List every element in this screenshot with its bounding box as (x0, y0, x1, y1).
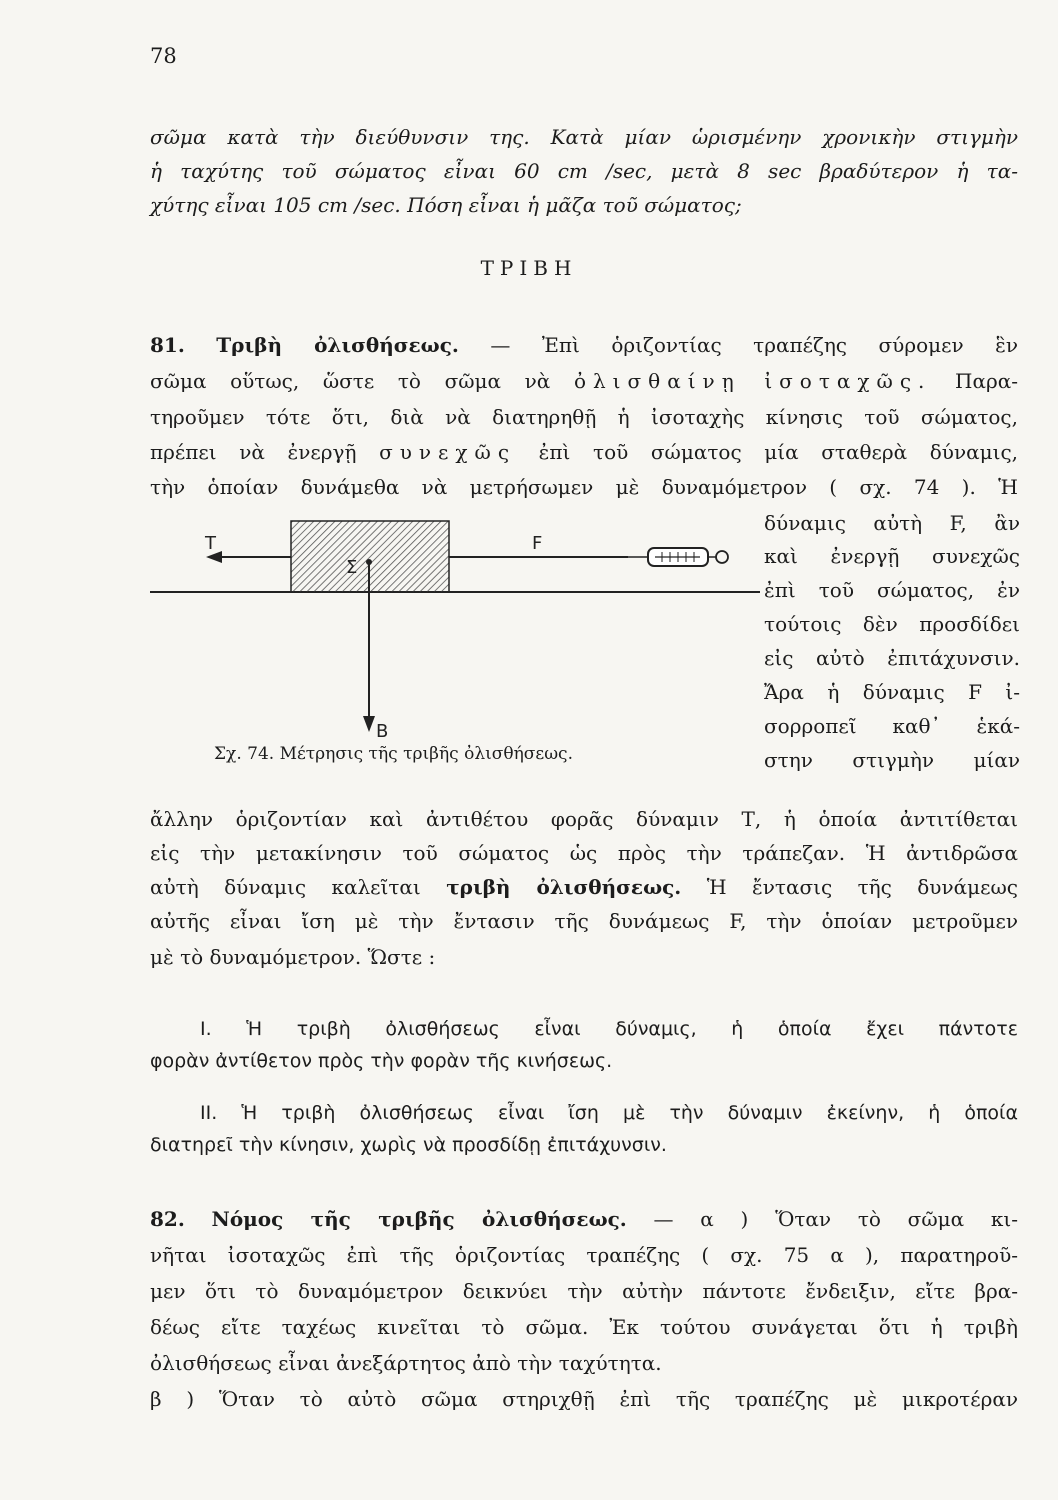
s82-number: 82. (150, 1207, 185, 1231)
center-of-mass-point (366, 559, 372, 565)
s81-line-2-a: σῶμα οὕτως, ὥστε τὸ σῶμα νὰ (150, 369, 551, 393)
right-col-line-4: τούτοις δὲν προσδίδει (764, 612, 1020, 636)
after-line-3-a: αὐτὴ δύναμις καλεῖται (150, 875, 421, 899)
s81-line-4-a: πρέπει νὰ ἐνεργῇ (150, 440, 357, 464)
s81-line-5: τὴν ὁποίαν δυνάμεθα νὰ μετρήσωμεν μὲ δυναμόμετρον ( σχ. 74 ). Ἡ (150, 475, 1018, 499)
label-F: F (532, 533, 543, 554)
spaced-word-olisthaine: ὀλισθαίνῃ (573, 369, 741, 393)
s82-line-1-text: — α ) Ὅταν τὸ σῶμα κι- (653, 1207, 1018, 1231)
s82-line-2: νῆται ἰσοταχῶς ἐπὶ τῆς ὁριζοντίας τραπέζης ( σχ. 75 α ), παρατηροῦ- (150, 1243, 1018, 1267)
label-Sigma: Σ (346, 557, 358, 578)
spaced-word-isotachos: ἰσοταχῶς. (764, 369, 932, 393)
intro-line-3: χύτης εἶναι 105 cm /sec. Πόση εἶναι ἡ μᾶζα τοῦ σώματος; (150, 193, 742, 217)
s82-line-1 (150, 1204, 1018, 1234)
after-line-1: ἄλλην ὁριζοντίαν καὶ ἀντιθέτου φορᾶς δύναμιν Τ, ἡ ὁποία ἀντιτίθεται (150, 807, 1018, 831)
s82-line-5: ὀλισθήσεως εἶναι ἀνεξάρτητος ἀπὸ τὴν ταχύτητα. (150, 1351, 662, 1375)
after-line-5: μὲ τὸ δυναμόμετρον. Ὥστε : (150, 945, 436, 969)
intro-line-1: σῶμα κατὰ τὴν διεύθυνσιν της. Κατὰ μίαν ὡρισμένην χρονικὴν στιγμὴν (150, 125, 1018, 149)
after-line-4: αὐτῆς εἶναι ἴση μὲ τὴν ἔντασιν τῆς δυνάμεως F, τὴν ὁποίαν μετροῦμεν (150, 909, 1018, 933)
s82-line-3: μεν ὅτι τὸ δυναμόμετρον δεικνύει τὴν αὐτὴν πάντοτε ἔνδειξιν, εἴτε βρα- (150, 1279, 1018, 1303)
right-col-line-5: εἰς αὐτὸ ἐπιτάχυνσιν. (764, 646, 1020, 670)
right-col-line-7: σορροπεῖ καθ᾽ ἑκά- (764, 714, 1020, 738)
s81-line-4-b: ἐπὶ τοῦ σώματος μία σταθερὰ δύναμις, (538, 440, 1019, 464)
s81-line-3: τηροῦμεν τότε ὅτι, διὰ νὰ διατηρηθῇ ἡ ἰσοταχὴς κίνησις τοῦ σώματος, (150, 405, 1018, 429)
rule-2-line-1: II. Ἡ τριβὴ ὀλισθήσεως εἶναι ἴση μὲ τὴν δύναμιν ἐκείνην, ἡ ὁποία (200, 1102, 1018, 1124)
after-line-2: εἰς τὴν μετακίνησιν τοῦ σώματος ὡς πρὸς τὴν τράπεζαν. Ἡ ἀντιδρῶσα (150, 841, 1018, 865)
s81-line-1-text: — Ἐπὶ ὁριζοντίας τραπέζης σύρομεν ἓν (490, 333, 1019, 357)
s81-line-2-b: Παρα- (955, 369, 1018, 393)
s81-number: 81. (150, 333, 185, 357)
rule-1-line-2: φορὰν ἀντίθετον πρὸς τὴν φορὰν τῆς κινήσεως. (150, 1050, 613, 1072)
right-col-line-2: καὶ ἐνεργῇ συνεχῶς (764, 544, 1020, 568)
spaced-word-synechos: συνεχῶς (379, 440, 517, 464)
right-col-line-1: δύναμις αὐτὴ F, ἂν (764, 511, 1020, 535)
intro-line-2: ἡ ταχύτης τοῦ σώματος εἶναι 60 cm /sec, μετὰ 8 sec βραδύτερον ἡ τα- (150, 159, 1018, 183)
label-B: B (376, 721, 389, 742)
weight-B-arrowhead (363, 716, 375, 732)
right-col-line-8: στην στιγμὴν μίαν (764, 748, 1020, 772)
page-number: 78 (150, 44, 177, 68)
s82-line-4: δέως εἴτε ταχέως κινεῖται τὸ σῶμα. Ἐκ τούτου συνάγεται ὅτι ἡ τριβὴ (150, 1315, 1018, 1339)
right-col-line-6: Ἄρα ἡ δύναμις F ἰ- (764, 680, 1020, 704)
rule-2-line-2: διατηρεῖ τὴν κίνησιν, χωρὶς νὰ προσδίδῃ ἐπιτάχυνσιν. (150, 1134, 667, 1156)
rule-1-line-1: I. Ἡ τριβὴ ὀλισθήσεως εἶναι δύναμις, ἡ ὁποία ἔχει πάντοτε (200, 1018, 1018, 1040)
after-line-3-b: Ἡ ἔντασις τῆς δυνάμεως (706, 875, 1018, 899)
after-line-3 (150, 872, 1018, 902)
s81-title: Τριβὴ ὀλισθήσεως. (216, 333, 459, 357)
section-heading: ΤΡΙΒΗ (480, 256, 578, 280)
figure-caption: Σχ. 74. Μέτρησις τῆς τριβῆς ὀλισθήσεως. (214, 744, 573, 764)
right-col-line-3: ἐπὶ τοῦ σώματος, ἐν (764, 578, 1020, 602)
term-friction: τριβὴ ὀλισθήσεως. (446, 875, 682, 899)
s82-title: Νόμος τῆς τριβῆς ὀλισθήσεως. (211, 1207, 627, 1231)
dynamometer-icon (628, 548, 728, 566)
s82-line-6: β ) Ὅταν τὸ αὐτὸ σῶμα στηριχθῇ ἐπὶ τῆς τραπέζης μὲ μικροτέραν (150, 1387, 1018, 1411)
label-T: T (205, 533, 216, 554)
